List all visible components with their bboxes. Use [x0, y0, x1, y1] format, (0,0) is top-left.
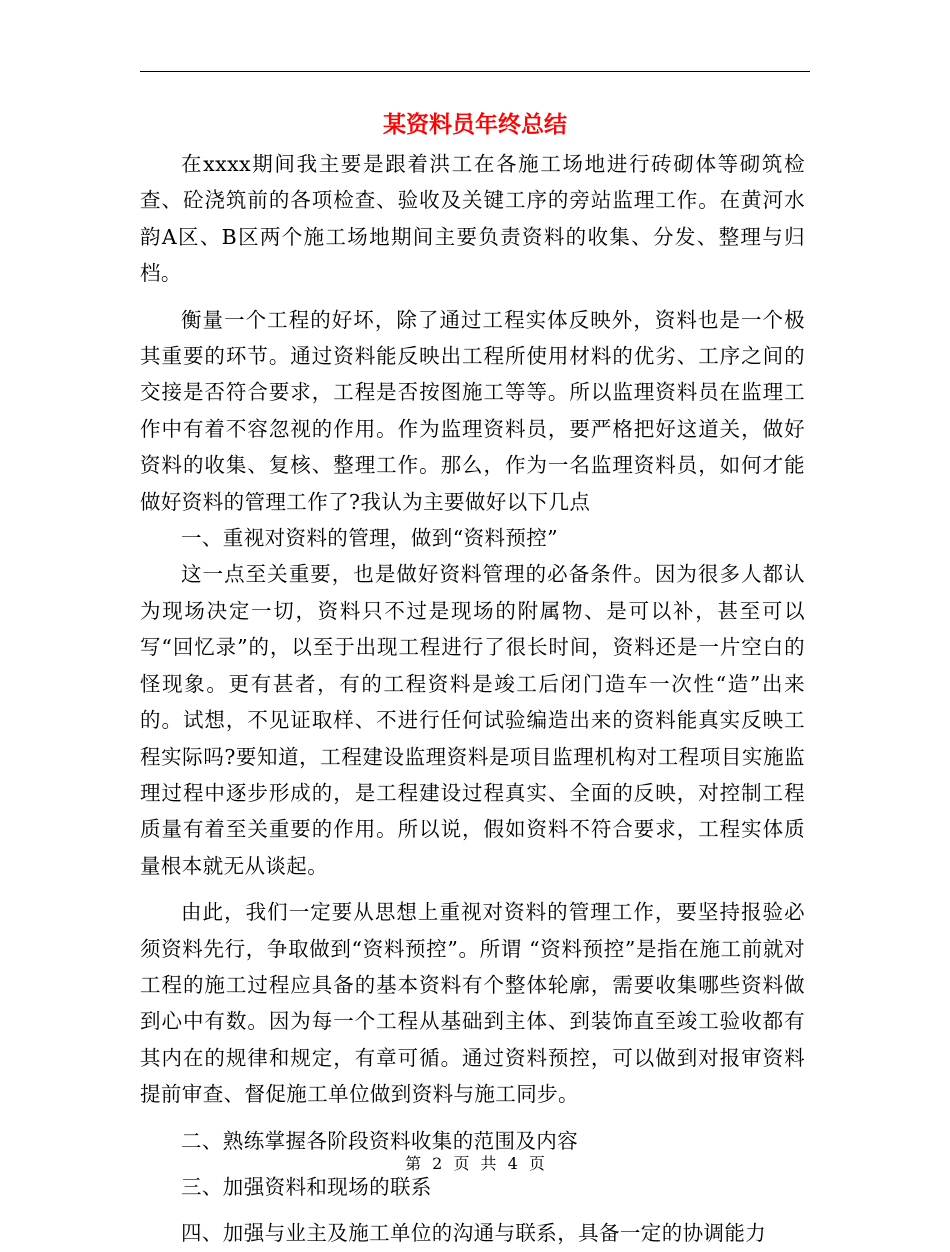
- heading-point-3: 三、加强资料和现场的联系: [181, 1174, 432, 1199]
- page-title: 某资料员年终总结: [383, 111, 567, 138]
- header-rule: [140, 71, 810, 72]
- paragraph-point-1: 这一点至关重要，也是做好资料管理的必备条件。因为很多人都认为现场决定一切，资料只不过是现场的附属物、是可以补，甚至可以写“回忆录”的，以至于出现工程进行了很长时间，资料还是一片空白的怪现象。更有甚者，有的工程资料是竣工后闭门造车一次性“造”出来的。试想，不见证取样、不进行任何试验编造出来的资料能真实反映工程实际吗?要知道，工程建设监理资料是项目监理机构对工程项目实施监理过程中逐步形成的，是工程建设过程真实、全面的反映，对控制工程质量有着至关重要的作用。所以说，假如资料不符合要求，工程实体质量根本就无从谈起。: [140, 562, 805, 878]
- heading-point-1: 一、重视对资料的管理，做到“资料预控”: [181, 526, 559, 551]
- paragraph-intro: 在xxxx期间我主要是跟着洪工在各施工场地进行砖砌体等砌筑检查、砼浇筑前的各项检查、验收及关键工序的旁站监理工作。在黄河水韵A区、B区两个施工场地期间主要负责资料的收集、分发、整理与归档。: [140, 152, 805, 286]
- page-number: 第 2 页 共 4 页: [405, 1154, 545, 1173]
- document-body: [140, 146, 805, 1252]
- heading-point-2: 二、熟练掌握各阶段资料收集的范围及内容: [181, 1128, 579, 1153]
- paragraph-preview-control: 由此，我们一定要从思想上重视对资料的管理工作，要坚持报验必须资料先行，争取做到“资料预控”。所谓 “资料预控”是指在施工前就对工程的施工过程应具备的基本资料有个整体轮廓，需要收集哪些资料做到心中有数。因为每一个工程从基础到主体、到装饰直至竣工验收都有其内在的规律和规定，有章可循。通过资料预控，可以做到对报审资料提前审查、督促施工单位做到资料与施工同步。: [140, 900, 805, 1107]
- paragraph-importance: 衡量一个工程的好坏，除了通过工程实体反映外，资料也是一个极其重要的环节。通过资料能反映出工程所使用材料的优劣、工序之间的交接是否符合要求，工程是否按图施工等等。所以监理资料员在监理工作中有着不容忽视的作用。作为监理资料员，要严格把好这道关，做好资料的收集、复核、整理工作。那么，作为一名监理资料员，如何才能做好资料的管理工作了?我认为主要做好以下几点: [140, 307, 805, 514]
- heading-point-4: 四、加强与业主及施工单位的沟通与联系，具备一定的协调能力: [181, 1221, 767, 1246]
